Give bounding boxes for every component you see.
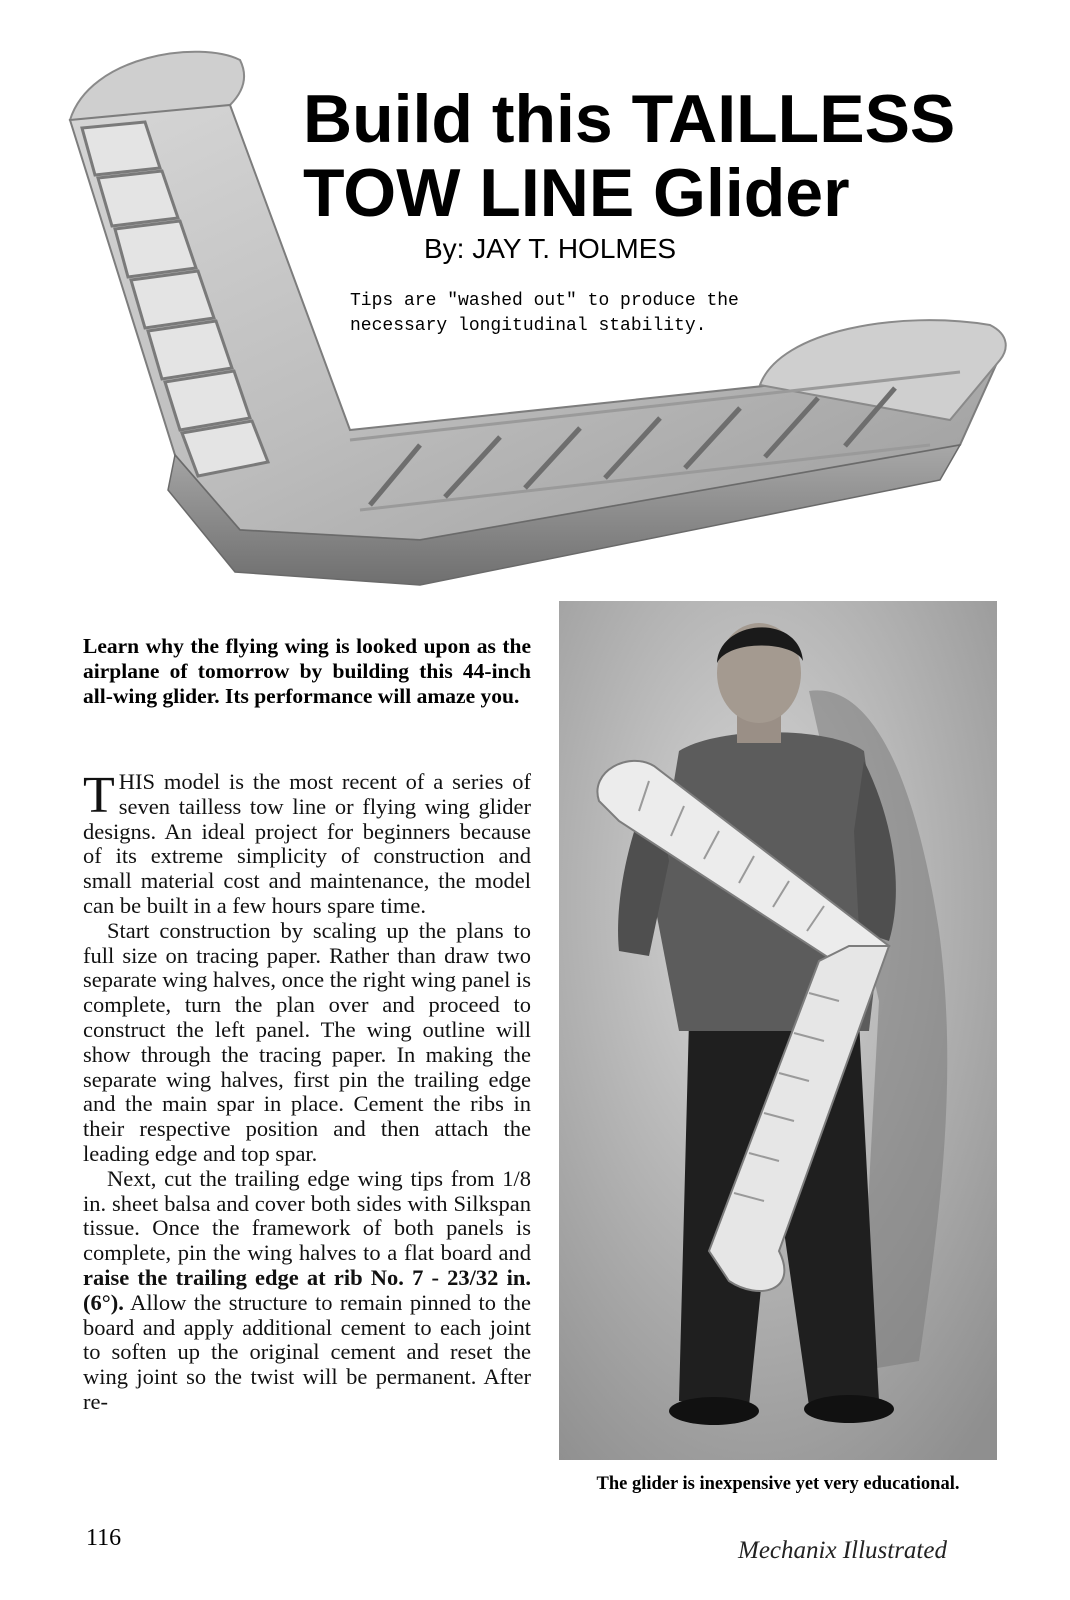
title-line-2: TOW LINE Glider — [303, 155, 850, 231]
article-title — [303, 82, 1023, 230]
page-number: 116 — [86, 1525, 122, 1551]
paragraph-3-bold: raise the trailing edge at rib No. 7 - 23/32 in. (6°). — [83, 1264, 531, 1315]
drop-cap: T — [83, 767, 115, 824]
article-deck: Learn why the flying wing is looked upon as the airplane of tomorrow by building this 44-inch all-wing glider. Its performance will amaze you. — [83, 634, 531, 708]
left-shoe — [669, 1397, 759, 1425]
photo-caption: The glider is inexpensive yet very educational. — [596, 1474, 960, 1494]
paragraph-3-text-a: Next, cut the trailing edge wing tips from 1/8 in. sheet balsa and cover both sides with Silkspan tissue. Once the framework of both panels is complete, pin the wing halves to a flat board and — [83, 1165, 531, 1266]
paragraph-1-text: HIS model is the most recent of a series of seven tailless tow line or flying wing glider designs. An ideal project for beginners because of its extreme simplicity of construction and small material cost and maintenance, the model can be built in a few hours spare time. — [83, 769, 531, 918]
wing-illustration-caption — [350, 289, 790, 339]
paragraph-3-text-b: Allow the structure to remain pinned to the board and apply additional cement to each joint to soften up the original cement and reset the wing joint so the twist will be permanent. After re- — [83, 1289, 531, 1414]
article-body — [83, 767, 531, 1415]
paragraph-1 — [83, 767, 531, 919]
title-line-1: Build this TAILLESS — [303, 81, 956, 157]
magazine-name: Mechanix Illustrated — [738, 1537, 947, 1564]
author-byline: By: JAY T. HOLMES — [424, 233, 677, 264]
paragraph-3 — [83, 1167, 531, 1415]
caption-line-1: Tips are "washed out" to produce the — [350, 291, 739, 311]
right-shoe — [804, 1395, 894, 1423]
paragraph-2: Start construction by scaling up the plans to full size on tracing paper. Rather than draw two separate wing halves, once the right wing panel is complete, turn the plan over and proceed to construct the left panel. The wing outline will show through the tracing paper. In making the separate wing halves, first pin the trailing edge and the main spar in place. Cement the ribs in their respective position and then attach the leading edge and top spar. — [83, 917, 531, 1166]
caption-line-2: necessary longitudinal stability. — [350, 316, 707, 336]
man-holding-glider-photo — [559, 601, 997, 1460]
